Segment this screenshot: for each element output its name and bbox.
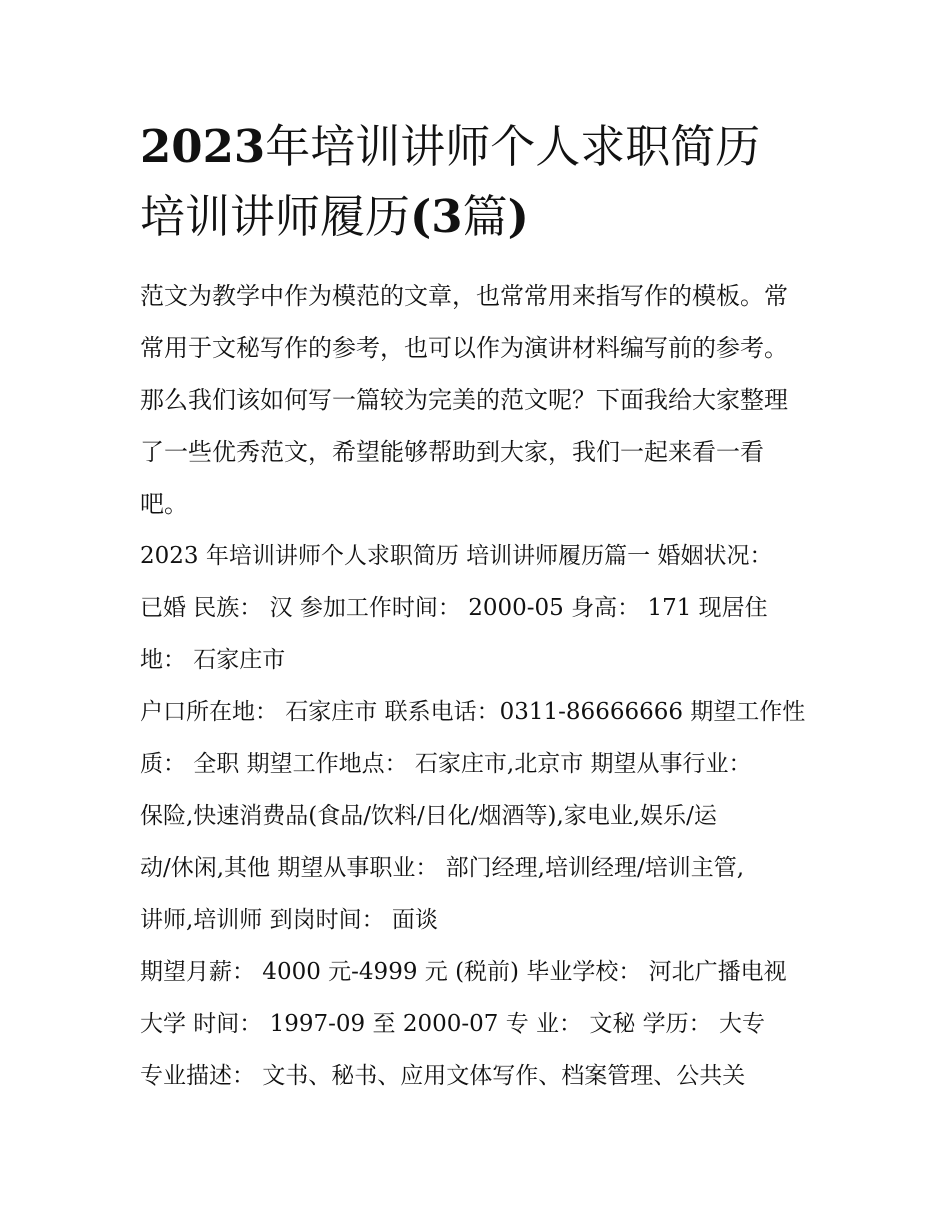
resume-paragraph-basic-info (140, 530, 812, 686)
resume-paragraph-job-expectations (140, 686, 812, 946)
document-title (140, 112, 820, 252)
title-count-close: ) (507, 190, 529, 243)
title-line-1 (140, 112, 820, 182)
paragraph-line: 期望月薪： 4000 元-4999 元 (税前) 毕业学校： 河北广播电视 (140, 959, 787, 985)
paragraph-line: 已婚 民族： 汉 参加工作时间： 2000-05 身高： 171 现居住 (140, 595, 768, 621)
title-count-word: 篇 (462, 190, 508, 243)
paragraph-line: 户口所在地： 石家庄市 联系电话：0311-86666666 期望工作性 (140, 699, 806, 725)
document-page (140, 112, 820, 1102)
paragraph-line: 地： 石家庄市 (140, 647, 286, 673)
paragraph-line: 讲师,培训师 到岗时间： 面谈 (140, 907, 438, 933)
paragraph-line: 保险,快速消费品(食品/饮料/日化/烟酒等),家电业,娱乐/运 (140, 803, 717, 829)
paragraph-line: 大学 时间： 1997-09 至 2000-07 专 业： 文秘 学历： 大专 (140, 1011, 765, 1037)
intro-line: 了一些优秀范文，希望能够帮助到大家，我们一起来看一看 (140, 438, 764, 466)
intro-paragraph (140, 270, 812, 530)
intro-line: 吧。 (140, 490, 188, 518)
paragraph-line: 2023 年培训讲师个人求职简历 培训讲师履历篇一 婚姻状况： (140, 543, 773, 569)
intro-line: 范文为教学中作为模范的文章，也常常用来指写作的模板。常 (140, 282, 788, 310)
title-text-2: 培训讲师履历 (140, 190, 411, 243)
title-year: 2023 (140, 120, 266, 173)
title-text-1: 年培训讲师个人求职简历 (265, 120, 761, 173)
paragraph-line: 专业描述： 文书、秘书、应用文体写作、档案管理、公共关 (140, 1063, 746, 1089)
title-line-2 (140, 182, 820, 252)
resume-paragraph-major-description (140, 1050, 812, 1102)
paragraph-line: 动/休闲,其他 期望从事职业： 部门经理,培训经理/培训主管, (140, 855, 745, 881)
title-count-open: (3 (410, 190, 463, 243)
intro-line: 常用于文秘写作的参考，也可以作为演讲材料编写前的参考。 (140, 334, 788, 362)
paragraph-line: 质： 全职 期望工作地点： 石家庄市,北京市 期望从事行业： (140, 751, 752, 777)
resume-paragraph-education (140, 946, 812, 1050)
intro-line: 那么我们该如何写一篇较为完美的范文呢？下面我给大家整理 (140, 386, 788, 414)
